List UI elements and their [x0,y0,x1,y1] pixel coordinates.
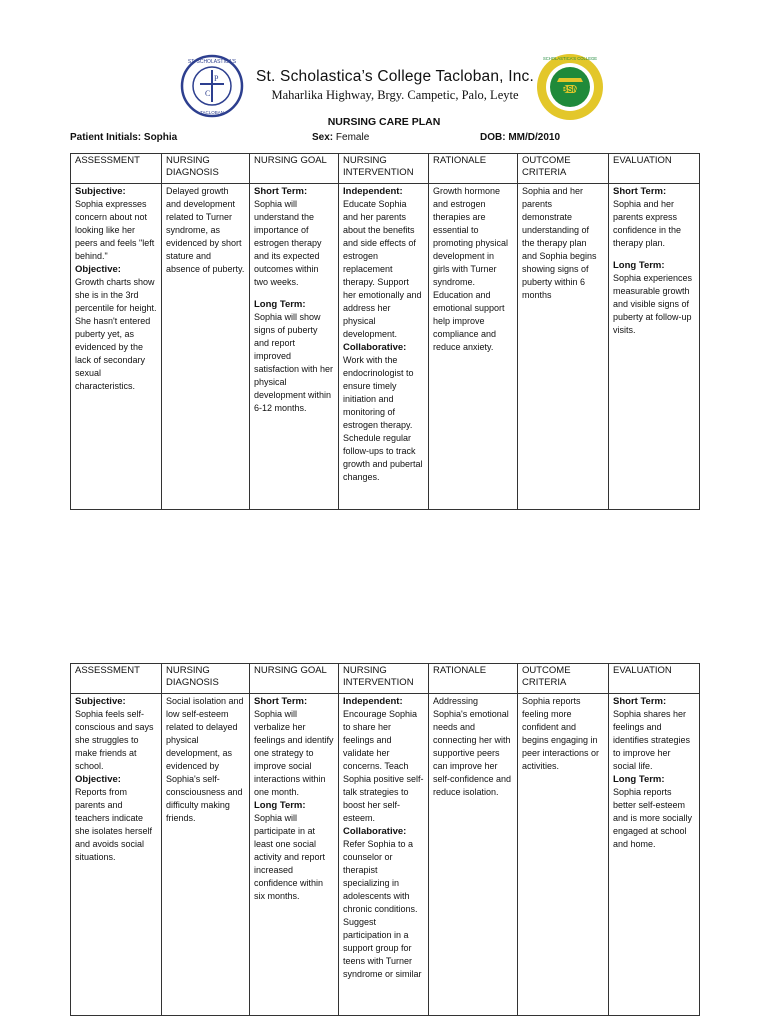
long-term-goal: Sophia will show signs of puberty and report improved satisfaction with her physical development within 6-12 months. [254,312,334,413]
patient-sex [312,132,369,143]
eval-short-term-label: Short Term: [613,696,667,707]
diagnosis-text: Social isolation and low self-esteem related to delayed physical development, as evidenced by Sophia's self-consciousness and difficulty making friends. [166,696,244,823]
col-nursing-intervention: NURSING INTERVENTION [339,154,429,184]
bsn-seal-logo [535,52,605,122]
independent-label: Independent: [343,186,403,197]
assessment-cell [71,694,162,1016]
evaluation-cell [609,184,700,510]
patient-dob-label: DOB: [480,132,506,143]
assessment-cell [71,184,162,510]
eval-short-term-text: Sophia shares her feelings and identifies strategies to improve her social life. [613,709,691,771]
intervention-cell [339,184,429,510]
independent-text: Encourage Sophia to share her feelings and validate her concerns. Teach Sophia positive self-talk strategies to boost her self-esteem. [343,709,424,823]
plan-title: NURSING CARE PLAN [327,116,441,128]
independent-label: Independent: [343,696,403,707]
svg-text:BSN: BSN [561,85,579,94]
col-rationale: RATIONALE [429,664,518,694]
outcome-cell [518,184,609,510]
eval-long-term-label: Long Term: [613,260,665,271]
col-nursing-diagnosis: NURSING DIAGNOSIS [162,664,250,694]
eval-short-term-label: Short Term: [613,186,667,197]
patient-dob-value: MM/D/2010 [508,132,561,143]
eval-long-term-text: Sophia experiences measurable growth and visible signs of puberty at follow-up visits. [613,273,693,335]
college-name: St. Scholastica’s College Tacloban, Inc. [256,68,534,85]
college-seal-logo [180,54,244,118]
col-outcome-criteria: OUTCOME CRITERIA [518,664,609,694]
objective-label: Objective: [75,264,121,275]
collaborative-text: Refer Sophia to a counselor or therapist specializing in adolescents with chronic conditions. Suggest participation in a support group for teens with Turner syndrome or similar [343,839,422,979]
subjective-text: Sophia expresses concern about not looking like her peers and feels "left behind." [75,199,155,261]
table-header-row [71,154,700,184]
patient-sex-label: Sex: [312,132,334,143]
care-plan-table-1 [70,153,700,510]
col-outcome-criteria: OUTCOME CRITERIA [518,154,609,184]
objective-label: Objective: [75,774,121,785]
col-nursing-diagnosis: NURSING DIAGNOSIS [162,154,250,184]
patient-dob [480,132,560,143]
short-term-label: Short Term: [254,696,308,707]
independent-text: Educate Sophia and her parents about the benefits and side effects of estrogen replacement therapy. Support her emotionally and address her physical development. [343,199,422,339]
svg-text:C: C [205,89,211,98]
eval-short-term-text: Sophia and her parents express confidence in the therapy plan. [613,199,682,248]
diagnosis-cell [162,184,250,510]
eval-long-term-text: Sophia reports better self-esteem and is more socially engaged at school and home. [613,787,693,849]
col-evaluation: EVALUATION [609,664,700,694]
rationale-cell [429,184,518,510]
col-nursing-goal: NURSING GOAL [250,154,339,184]
subjective-text: Sophia feels self-conscious and says she struggles to make friends at school. [75,709,154,771]
rationale-text: Growth hormone and estrogen therapies are essential to promoting physical development in girls with Turner syndrome. Education and emotional support help improve compliance and reduce anxiety. [433,186,509,352]
outcome-text: Sophia and her parents demonstrate understanding of the therapy plan and Sophia begins showing signs of puberty within 6 months [522,186,597,300]
short-term-goal: Sophia will understand the importance of estrogen therapy and its expected outcomes within two weeks. [254,199,322,287]
patient-initials [70,132,177,143]
goal-cell [250,184,339,510]
col-assessment: ASSESSMENT [71,154,162,184]
long-term-label: Long Term: [254,800,306,811]
svg-text:SCHOLASTICA'S COLLEGE: SCHOLASTICA'S COLLEGE [542,56,598,61]
patient-initials-label: Patient Initials: [70,132,142,143]
diagnosis-text: Delayed growth and development related to Turner syndrome, as evidenced by short stature and absence of puberty. [166,186,245,274]
eval-long-term-label: Long Term: [613,774,665,785]
long-term-goal: Sophia will participate in at least one social activity and report increased confidence within six months. [254,813,326,901]
collaborative-text: Work with the endocrinologist to ensure timely initiation and monitoring of estrogen therapy. Schedule regular follow-ups to track growth and pubertal changes. [343,355,423,482]
document-header [0,52,768,124]
outcome-text: Sophia reports feeling more confident and begins engaging in peer interactions or activities. [522,696,600,771]
svg-text:TACLOBAN: TACLOBAN [200,110,224,115]
goal-cell [250,694,339,1016]
col-nursing-goal: NURSING GOAL [250,664,339,694]
rationale-text: Addressing Sophia's emotional needs and connecting her with supportive peers can improve her self-confidence and reduce isolation. [433,696,512,797]
long-term-label: Long Term: [254,299,306,310]
table-row [71,184,700,510]
col-rationale: RATIONALE [429,154,518,184]
college-address: Maharlika Highway, Brgy. Campetic, Palo, Leyte [271,88,519,102]
short-term-goal: Sophia will verbalize her feelings and identify one strategy to improve social interactions within one month. [254,709,334,797]
patient-initials-value: Sophia [143,132,178,143]
svg-text:ST. SCHOLASTICA'S: ST. SCHOLASTICA'S [187,59,237,65]
svg-text:P: P [214,74,219,83]
intervention-cell [339,694,429,1016]
collaborative-label: Collaborative: [343,342,407,353]
col-assessment: ASSESSMENT [71,664,162,694]
outcome-cell [518,694,609,1016]
patient-sex-value: Female [335,132,370,143]
objective-text: Growth charts show she is in the 3rd percentile for height. She hasn't entered puberty yet, as evidenced by the lack of secondary sexual characteristics. [75,277,157,391]
objective-text: Reports from parents and teachers indicate she isolates herself and avoids social situations. [75,787,153,862]
col-nursing-intervention: NURSING INTERVENTION [339,664,429,694]
table-header-row [71,664,700,694]
subjective-label: Subjective: [75,186,126,197]
evaluation-cell [609,694,700,1016]
rationale-cell [429,694,518,1016]
table-row [71,694,700,1016]
short-term-label: Short Term: [254,186,308,197]
care-plan-table-2 [70,663,700,1016]
subjective-label: Subjective: [75,696,126,707]
diagnosis-cell [162,694,250,1016]
col-evaluation: EVALUATION [609,154,700,184]
collaborative-label: Collaborative: [343,826,407,837]
